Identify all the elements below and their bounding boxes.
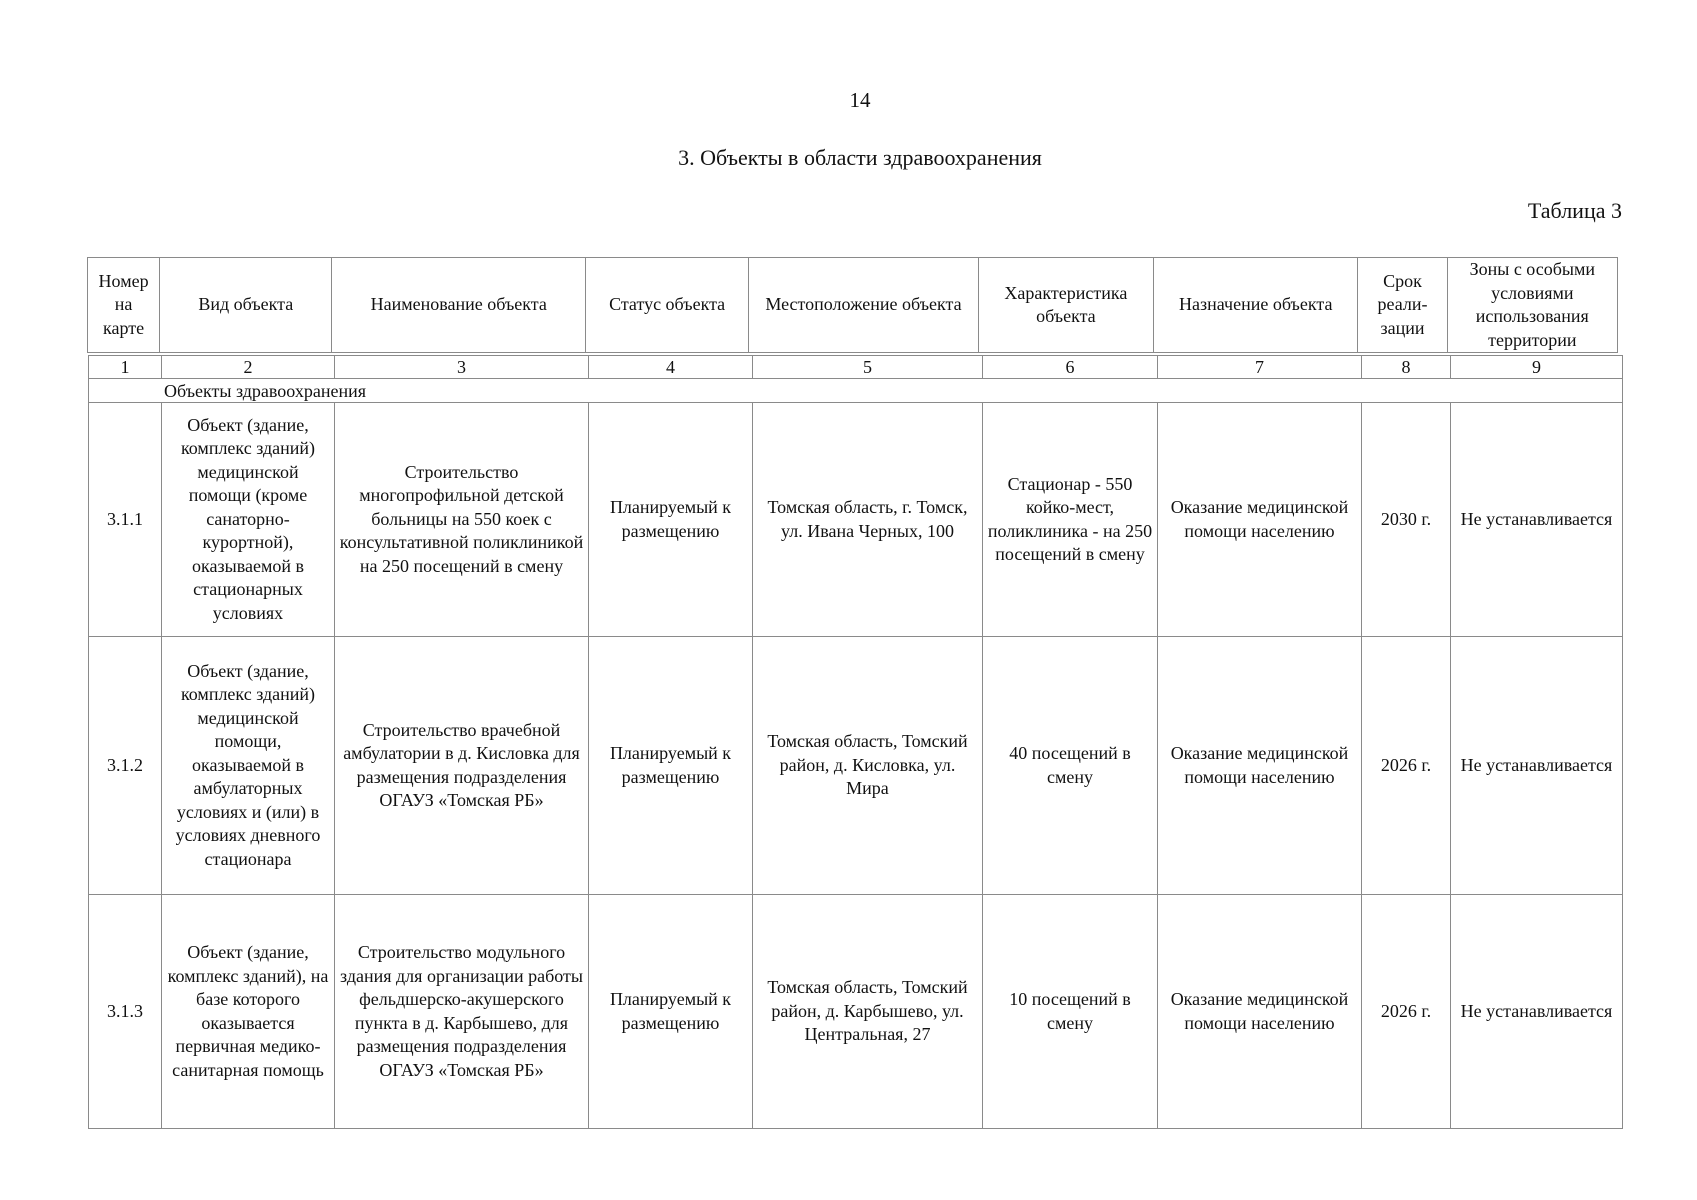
header-purpose: Назначение объекта xyxy=(1154,258,1358,353)
row-name: Строительство многопрофильной детской больницы на 550 коек с консультативной поликлиникой на 250 посещений в смену xyxy=(335,403,589,637)
section-title: 3. Объекты в области здравоохранения xyxy=(678,145,1042,170)
row-number: 3.1.3 xyxy=(89,895,162,1129)
table-row xyxy=(89,403,1623,637)
row-zones: Не устанавливается xyxy=(1451,403,1623,637)
row-number: 3.1.2 xyxy=(89,637,162,895)
row-term: 2026 г. xyxy=(1362,637,1451,895)
column-number: 7 xyxy=(1158,356,1362,379)
header-location: Местоположение объекта xyxy=(749,258,978,353)
group-row xyxy=(89,379,1623,403)
row-purpose: Оказание медицинской помощи населению xyxy=(1158,895,1362,1129)
column-number: 2 xyxy=(162,356,335,379)
row-purpose: Оказание медицинской помощи населению xyxy=(1158,637,1362,895)
row-status: Планируемый к размещению xyxy=(589,403,753,637)
row-status: Планируемый к размещению xyxy=(589,895,753,1129)
row-type: Объект (здание, комплекс зданий), на базе которого оказывается первичная медико-санитарная помощь xyxy=(162,895,335,1129)
row-number: 3.1.1 xyxy=(89,403,162,637)
table-header xyxy=(87,257,1618,353)
row-term: 2030 г. xyxy=(1362,403,1451,637)
row-name: Строительство врачебной амбулатории в д. Кисловка для размещения подразделения ОГАУЗ «Томская РБ» xyxy=(335,637,589,895)
header-number: Номер на карте xyxy=(88,258,160,353)
header-status: Статус объекта xyxy=(585,258,748,353)
page-number: 14 xyxy=(849,88,871,112)
header-zones: Зоны с особыми условиями использования территории xyxy=(1447,258,1617,353)
table-row xyxy=(89,895,1623,1129)
row-term: 2026 г. xyxy=(1362,895,1451,1129)
header-name: Наименование объекта xyxy=(332,258,585,353)
column-number: 8 xyxy=(1362,356,1451,379)
row-location: Томская область, Томский район, д. Карбышево, ул. Центральная, 27 xyxy=(753,895,983,1129)
row-characteristic: 10 посещений в смену xyxy=(983,895,1158,1129)
row-characteristic: 40 посещений в смену xyxy=(983,637,1158,895)
objects-table xyxy=(88,355,1623,1129)
header-type: Вид объекта xyxy=(160,258,332,353)
column-number: 5 xyxy=(753,356,983,379)
header-term: Срок реали-зации xyxy=(1358,258,1447,353)
row-location: Томская область, г. Томск, ул. Ивана Черных, 100 xyxy=(753,403,983,637)
column-number: 1 xyxy=(89,356,162,379)
header-characteristic: Характеристика объекта xyxy=(978,258,1153,353)
column-number: 6 xyxy=(983,356,1158,379)
group-title: Объекты здравоохранения xyxy=(89,379,1623,403)
row-type: Объект (здание, комплекс зданий) медицинской помощи (кроме санаторно-курортной), оказываемой в стационарных условиях xyxy=(162,403,335,637)
row-location: Томская область, Томский район, д. Кисловка, ул. Мира xyxy=(753,637,983,895)
table-row xyxy=(89,637,1623,895)
column-numbers-row xyxy=(89,356,1623,379)
row-characteristic: Стационар - 550 койко-мест, поликлиника - на 250 посещений в смену xyxy=(983,403,1158,637)
row-status: Планируемый к размещению xyxy=(589,637,753,895)
row-purpose: Оказание медицинской помощи населению xyxy=(1158,403,1362,637)
row-type: Объект (здание, комплекс зданий) медицинской помощи, оказываемой в амбулаторных условиях и (или) в условиях дневного стационара xyxy=(162,637,335,895)
column-number: 3 xyxy=(335,356,589,379)
column-number: 9 xyxy=(1451,356,1623,379)
row-name: Строительство модульного здания для организации работы фельдшерско-акушерского пункта в д. Карбышево, для размещения подразделения ОГАУЗ «Томская РБ» xyxy=(335,895,589,1129)
row-zones: Не устанавливается xyxy=(1451,637,1623,895)
row-zones: Не устанавливается xyxy=(1451,895,1623,1129)
table-label: Таблица 3 xyxy=(1527,198,1622,223)
column-number: 4 xyxy=(589,356,753,379)
